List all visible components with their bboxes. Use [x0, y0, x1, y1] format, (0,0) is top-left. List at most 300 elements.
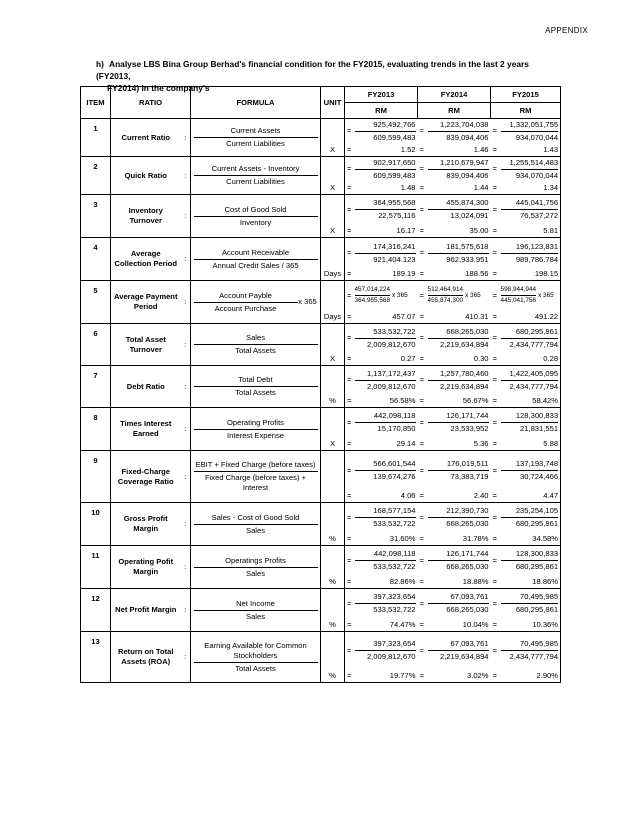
item-number: 10: [81, 503, 111, 546]
value-fraction: [355, 242, 416, 265]
equals-sign: =: [418, 366, 426, 395]
fraction-value: [499, 119, 561, 144]
value-fraction: [355, 120, 416, 143]
value-numerator: 70,495,985: [501, 592, 559, 604]
value-fraction: [355, 592, 416, 615]
fraction-value: [499, 546, 561, 576]
value-numerator: 397,323,654: [355, 592, 416, 604]
result-value: 82.86%: [353, 576, 418, 589]
question-line-2: FY2014) in the company's: [107, 83, 210, 93]
ratio-name: Return on Total Assets (ROA): [111, 632, 181, 683]
equals-sign: =: [491, 491, 499, 503]
value-fraction: [501, 198, 559, 221]
equals-sign: =: [418, 491, 426, 503]
value-denominator: 668,265,030: [446, 605, 489, 615]
result-value: 198.15: [499, 269, 561, 281]
value-denominator: 13,024,091: [450, 211, 489, 221]
question-label: h): [96, 59, 104, 69]
equals-sign: =: [418, 503, 426, 533]
header-year-2014: FY2014: [418, 87, 491, 103]
equals-sign: =: [345, 619, 353, 632]
fraction-value: [426, 157, 491, 182]
value-numerator: 533,532,722: [355, 327, 416, 339]
fraction-value: [499, 632, 561, 670]
equals-sign: =: [418, 281, 426, 311]
equals-sign: =: [345, 408, 353, 438]
formula-fraction: [194, 248, 318, 271]
equals-sign: =: [345, 269, 353, 281]
formula: [191, 589, 321, 632]
unit-blank: [321, 632, 345, 670]
ratio-row: [81, 238, 561, 269]
colon-separator: :: [181, 119, 191, 157]
value-fraction: [501, 327, 559, 350]
item-number: 11: [81, 546, 111, 589]
formula: [191, 408, 321, 451]
result-value: 18.86%: [499, 576, 561, 589]
value-numerator: 364,955,568: [355, 198, 416, 210]
formula-fraction: [194, 599, 318, 622]
result-value: 10.36%: [499, 619, 561, 632]
fraction-value: [353, 195, 418, 225]
fraction-value: [426, 632, 491, 670]
value-denominator: 533,532,722: [373, 605, 416, 615]
fraction-value: [426, 281, 491, 311]
value-denominator: 962,933.951: [446, 254, 489, 264]
value-numerator: 181,575,618: [428, 242, 489, 254]
value-numerator: 174,316,241: [355, 242, 416, 254]
equals-sign: =: [418, 157, 426, 182]
result-value: 56.67%: [426, 395, 491, 408]
value-numerator: 445,041,756: [501, 198, 559, 210]
value-numerator: 137,193,748: [501, 459, 559, 471]
value-numerator: 442,098,118: [355, 549, 416, 561]
result-value: 5.81: [499, 225, 561, 238]
formula-denominator: Fixed Charge (before taxes) + Interest: [204, 473, 307, 492]
value-numerator: 196,123,831: [501, 242, 559, 254]
value-numerator: 925,492,766: [355, 120, 416, 132]
value-denominator: 2,434,777,794: [509, 339, 559, 349]
equals-sign: =: [491, 119, 499, 144]
formula-numerator: Account Receivable: [194, 248, 318, 260]
value-denominator: 2,434,777,794: [509, 381, 559, 391]
value-denominator: 533,532,722: [373, 562, 416, 572]
item-number: 8: [81, 408, 111, 451]
value-numerator: 1,210,679,947: [428, 158, 489, 170]
ratio-row: [81, 157, 561, 182]
equals-sign: =: [418, 408, 426, 438]
value-fraction: [428, 286, 464, 305]
equals-sign: =: [345, 546, 353, 576]
ratio-name: Debt Ratio: [111, 366, 181, 408]
value-numerator: 1,332,051,755: [501, 120, 559, 132]
value-fraction: [501, 592, 559, 615]
fraction-value: [499, 503, 561, 533]
value-fraction: [355, 411, 416, 434]
formula: [191, 632, 321, 683]
value-denominator: 680,295,861: [515, 562, 559, 572]
result-value: 410.31: [426, 311, 491, 324]
formula-fraction: [194, 291, 298, 314]
value-fraction: [501, 506, 559, 529]
unit-label: %: [321, 576, 345, 589]
equals-sign: =: [345, 324, 353, 353]
equals-sign: =: [345, 144, 353, 157]
value-fraction: [355, 327, 416, 350]
formula-numerator: Sales: [194, 333, 318, 345]
fraction-value: [426, 589, 491, 619]
header-item: ITEM: [81, 87, 111, 119]
fraction-value: [353, 366, 418, 395]
ratio-table-body: [81, 119, 561, 683]
equals-sign: =: [345, 281, 353, 311]
equals-sign: =: [418, 324, 426, 353]
value-numerator: 67,093,761: [428, 592, 489, 604]
value-numerator: 67,093,761: [428, 639, 489, 651]
result-value: 3.02%: [426, 670, 491, 683]
equals-sign: =: [345, 503, 353, 533]
equals-sign: =: [491, 438, 499, 451]
value-fraction: [428, 411, 489, 434]
ratio-name: Quick Ratio: [111, 157, 181, 195]
ratio-name: Total Asset Turnover: [111, 324, 181, 366]
ratio-row: [81, 503, 561, 533]
ratio-name: Fixed-Charge Coverage Ratio: [111, 451, 181, 503]
value-denominator: 15,170,850: [377, 424, 416, 434]
ratio-name: Operating Pofit Margin: [111, 546, 181, 589]
formula-denominator: Sales: [246, 568, 265, 578]
value-denominator: 364,955,568: [354, 297, 391, 305]
result-value: 19.77%: [353, 670, 418, 683]
unit-label: X: [321, 438, 345, 451]
value-denominator: 680,295,861: [515, 519, 559, 529]
fraction-value: [353, 238, 418, 269]
result-value: 2.90%: [499, 670, 561, 683]
value-denominator: 30,724,466: [520, 472, 559, 482]
formula-numerator: Total Debt: [194, 375, 318, 387]
fraction-value: [499, 451, 561, 491]
value-denominator: 934,070,044: [515, 170, 559, 180]
equals-sign: =: [418, 533, 426, 546]
result-value: 31.60%: [353, 533, 418, 546]
value-fraction: [501, 639, 559, 662]
value-denominator: 609,599,483: [373, 132, 416, 142]
equals-sign: =: [491, 225, 499, 238]
formula-fraction: [194, 333, 318, 356]
equals-sign: =: [491, 195, 499, 225]
formula-denominator: Total Assets: [235, 663, 276, 673]
result-value: 491.22: [499, 311, 561, 324]
fraction-value: [426, 546, 491, 576]
item-number: 1: [81, 119, 111, 157]
equals-sign: =: [491, 311, 499, 324]
formula: [191, 119, 321, 157]
formula-denominator: Total Assets: [235, 388, 276, 397]
colon-separator: :: [181, 632, 191, 683]
item-number: 4: [81, 238, 111, 281]
item-number: 5: [81, 281, 111, 324]
equals-sign: =: [491, 353, 499, 366]
value-numerator: 126,171,744: [428, 549, 489, 561]
equals-sign: =: [345, 533, 353, 546]
equals-sign: =: [345, 632, 353, 670]
item-number: 9: [81, 451, 111, 503]
equals-sign: =: [345, 353, 353, 366]
formula: [191, 546, 321, 589]
formula-denominator: Total Assets: [235, 346, 276, 355]
value-fraction: [355, 506, 416, 529]
result-value: 2.40: [426, 491, 491, 503]
unit-label: %: [321, 670, 345, 683]
formula-numerator: Net Income: [194, 599, 318, 611]
header-currency-2015: RM: [491, 103, 561, 119]
formula-fraction: [194, 513, 318, 536]
item-number: 6: [81, 324, 111, 366]
fraction-value: [499, 157, 561, 182]
formula-denominator: Sales: [246, 611, 265, 621]
value-fraction: [501, 158, 559, 181]
unit-blank: [321, 324, 345, 353]
result-value: 10.04%: [426, 619, 491, 632]
equals-sign: =: [491, 238, 499, 269]
value-numerator: 457,014,224: [355, 286, 391, 296]
formula-numerator: Cost of Good Sold: [194, 205, 318, 217]
value-numerator: 168,577,154: [355, 506, 416, 518]
fraction-value: [353, 157, 418, 182]
fraction-value: [353, 503, 418, 533]
ratio-row: [81, 589, 561, 619]
value-numerator: 128,300,833: [501, 549, 559, 561]
equals-sign: =: [418, 546, 426, 576]
header-row-1: [81, 87, 561, 103]
colon-separator: :: [181, 324, 191, 366]
item-number: 13: [81, 632, 111, 683]
value-fraction: [428, 242, 489, 265]
result-value: 189.19: [353, 269, 418, 281]
value-denominator: 2,434,777,794: [509, 652, 559, 662]
value-denominator: 2,009,812,670: [366, 339, 416, 349]
colon-separator: :: [181, 157, 191, 195]
value-fraction: [355, 459, 416, 482]
equals-sign: =: [418, 238, 426, 269]
value-fraction: [428, 459, 489, 482]
equals-sign: =: [418, 576, 426, 589]
unit-label: Days: [321, 269, 345, 281]
colon-separator: :: [181, 408, 191, 451]
value-fraction: [501, 459, 559, 482]
colon-separator: :: [181, 451, 191, 503]
formula-fraction: [194, 460, 318, 493]
result-value: 58.42%: [499, 395, 561, 408]
formula: [191, 157, 321, 195]
unit-blank: [321, 503, 345, 533]
result-value: 1.44: [426, 182, 491, 195]
formula-numerator: EBIT + Fixed Charge (before taxes): [194, 460, 318, 472]
formula-numerator: Operating Profits: [194, 418, 318, 430]
unit-blank: [321, 195, 345, 225]
formula: [191, 324, 321, 366]
formula-denominator: Inventory: [239, 217, 272, 227]
ratio-row: [81, 451, 561, 491]
colon-separator: :: [181, 546, 191, 589]
value-numerator: 70,495,985: [501, 639, 559, 651]
result-value: 31.78%: [426, 533, 491, 546]
equals-sign: =: [418, 619, 426, 632]
equals-sign: =: [491, 576, 499, 589]
fraction-value: [353, 281, 418, 311]
fraction-value: [426, 451, 491, 491]
formula-numerator: Sales - Cost of Good Sold: [194, 513, 318, 525]
fraction-value: [499, 281, 561, 311]
result-value: 5.36: [426, 438, 491, 451]
equals-sign: =: [345, 119, 353, 144]
equals-sign: =: [418, 119, 426, 144]
value-fraction: [355, 198, 416, 221]
result-value: 16.17: [353, 225, 418, 238]
formula: [191, 195, 321, 238]
unit-label: %: [321, 619, 345, 632]
value-numerator: 397,323,654: [355, 639, 416, 651]
equals-sign: =: [491, 395, 499, 408]
value-numerator: 1,137,172,437: [355, 369, 416, 381]
equals-sign: =: [491, 144, 499, 157]
value-fraction: [355, 158, 416, 181]
formula-fraction: [194, 641, 318, 674]
value-denominator: 76,537,272: [520, 211, 559, 221]
equals-sign: =: [491, 589, 499, 619]
value-denominator: 2,219,634,894: [439, 339, 489, 349]
equals-sign: =: [345, 238, 353, 269]
value-denominator: 839,094,406: [446, 170, 489, 180]
formula-fraction: [194, 556, 318, 579]
unit-blank: [321, 451, 345, 491]
fraction-value: [353, 324, 418, 353]
equals-sign: =: [345, 589, 353, 619]
value-fraction: [428, 369, 489, 392]
ratio-name: Inventory Turnover: [111, 195, 181, 238]
result-value: 1.52: [353, 144, 418, 157]
value-fraction: [355, 549, 416, 572]
unit-label: Days: [321, 311, 345, 324]
colon-separator: :: [181, 281, 191, 324]
colon-separator: :: [181, 195, 191, 238]
value-numerator: 212,390,730: [428, 506, 489, 518]
formula-numerator: Current Assets: [194, 126, 318, 138]
value-fraction: [501, 549, 559, 572]
equals-sign: =: [345, 182, 353, 195]
result-value: 18.88%: [426, 576, 491, 589]
colon-separator: :: [181, 366, 191, 408]
fraction-value: [426, 408, 491, 438]
value-denominator: 445,041,756: [500, 297, 537, 305]
equals-sign: =: [491, 182, 499, 195]
equals-sign: =: [491, 670, 499, 683]
value-fraction: [501, 411, 559, 434]
equals-sign: =: [418, 353, 426, 366]
value-numerator: 1,255,514,483: [501, 158, 559, 170]
value-denominator: 2,009,812,670: [366, 381, 416, 391]
ratio-name: Times Interest Earned: [111, 408, 181, 451]
result-value: 188.56: [426, 269, 491, 281]
fraction-value: [426, 324, 491, 353]
equals-sign: =: [345, 395, 353, 408]
unit-label: %: [321, 395, 345, 408]
result-value: 0.30: [426, 353, 491, 366]
equals-sign: =: [491, 503, 499, 533]
equals-sign: =: [418, 195, 426, 225]
value-fraction: [355, 286, 391, 305]
value-numerator: 442,098,118: [355, 411, 416, 423]
item-number: 7: [81, 366, 111, 408]
appendix-label: APPENDIX: [545, 26, 588, 35]
equals-sign: =: [418, 670, 426, 683]
value-fraction: [428, 506, 489, 529]
value-multiplier: x 365: [465, 291, 481, 299]
unit-label: X: [321, 353, 345, 366]
header-currency-2014: RM: [418, 103, 491, 119]
result-value: 29.14: [353, 438, 418, 451]
value-numerator: 126,171,744: [428, 411, 489, 423]
value-denominator: 23,533,952: [450, 424, 489, 434]
value-fraction: [501, 242, 559, 265]
formula-numerator: Account Payble: [194, 291, 298, 303]
value-denominator: 934,070,044: [515, 132, 559, 142]
value-fraction: [428, 549, 489, 572]
equals-sign: =: [491, 324, 499, 353]
fraction-value: [499, 324, 561, 353]
fraction-value: [353, 546, 418, 576]
value-denominator: 73,383,719: [450, 472, 489, 482]
value-numerator: 668,265,030: [428, 327, 489, 339]
formula-fraction: [194, 375, 318, 398]
equals-sign: =: [491, 408, 499, 438]
unit-label: X: [321, 182, 345, 195]
equals-sign: =: [418, 182, 426, 195]
value-numerator: 128,300,833: [501, 411, 559, 423]
ratio-name: Current Ratio: [111, 119, 181, 157]
equals-sign: =: [491, 157, 499, 182]
unit-blank: [321, 119, 345, 144]
formula-denominator: Annual Credit Sales / 365: [212, 260, 299, 270]
equals-sign: =: [491, 619, 499, 632]
result-value: 4.06: [353, 491, 418, 503]
formula-numerator: Earning Available for Common Stockholders: [194, 641, 318, 663]
formula-denominator: Current Liabilities: [226, 177, 285, 186]
value-fraction: [501, 286, 537, 305]
value-fraction: [501, 369, 559, 392]
result-value: 0.27: [353, 353, 418, 366]
equals-sign: =: [345, 670, 353, 683]
ratio-row: [81, 408, 561, 438]
unit-blank: [321, 589, 345, 619]
ratio-name: Net Profit Margin: [111, 589, 181, 632]
value-denominator: 455,874,300: [427, 297, 464, 305]
header-year-2015: FY2015: [491, 87, 561, 103]
unit-blank: [321, 238, 345, 269]
value-denominator: 533,532,722: [373, 519, 416, 529]
result-value: 74.47%: [353, 619, 418, 632]
formula: [191, 451, 321, 503]
colon-separator: :: [181, 589, 191, 632]
formula-numerator: Current Assets - Inventory: [194, 164, 318, 176]
equals-sign: =: [345, 225, 353, 238]
ratio-row: [81, 195, 561, 225]
value-denominator: 2,009,812,670: [366, 652, 416, 662]
unit-label: X: [321, 225, 345, 238]
formula-fraction: [194, 164, 318, 187]
fraction-value: [499, 408, 561, 438]
value-denominator: 921,404.123: [373, 254, 416, 264]
